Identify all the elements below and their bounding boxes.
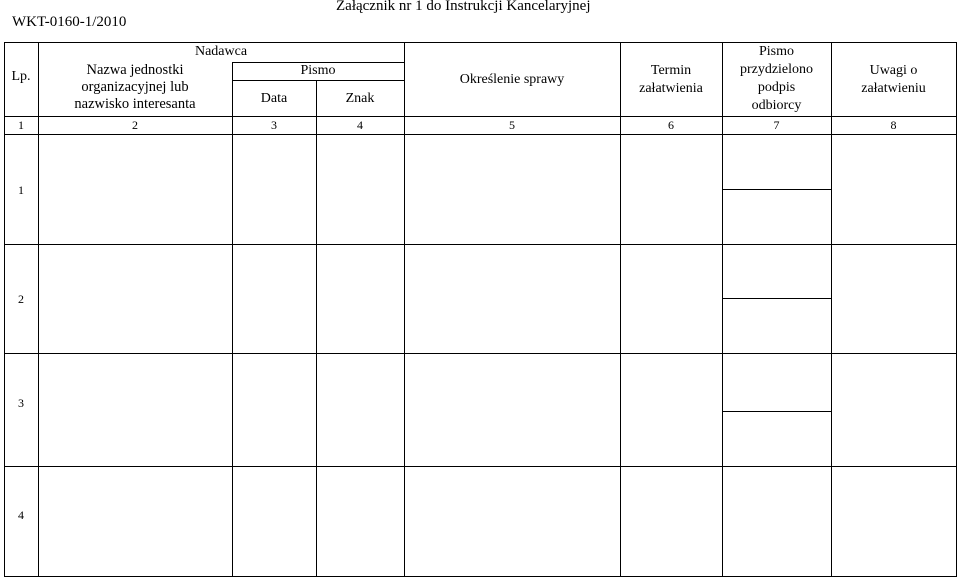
row-lp-1: 1 — [18, 183, 24, 197]
row-3-signature-split — [722, 411, 831, 412]
column-number-5: 5 — [509, 118, 515, 132]
row-lp-2: 2 — [18, 292, 24, 306]
header-bottom-line — [4, 116, 957, 117]
deadline-line-2: załatwienia — [639, 81, 703, 96]
assigned-line-3: podpis — [757, 80, 796, 95]
sender-name-line-3: nazwisko interesanta — [74, 96, 196, 112]
column-number-6: 6 — [668, 118, 674, 132]
column-number-3: 3 — [271, 118, 277, 132]
sender-name-line-1: Nazwa jednostki — [86, 62, 184, 78]
header-sender-name — [38, 62, 232, 113]
column-numbers-line — [4, 134, 957, 135]
header-deadline — [620, 62, 722, 98]
header-letter-group: Pismo — [300, 63, 336, 78]
assigned-line-4: odbiorcy — [751, 98, 802, 113]
table-right-border — [956, 42, 957, 577]
row-lp-3: 3 — [18, 396, 24, 410]
column-number-2: 2 — [132, 118, 138, 132]
remarks-line-1: Uwagi o — [869, 63, 918, 78]
header-letter-date: Data — [260, 91, 288, 106]
header-remarks — [831, 62, 956, 98]
letter-subheader-line — [232, 80, 404, 81]
document-code: WKT-0160-1/2010 — [12, 14, 127, 30]
annex-title: Załącznik nr 1 do Instrukcji Kancelaryjnej — [336, 0, 591, 14]
column-number-4: 4 — [357, 118, 363, 132]
assigned-line-2: przydzielono — [739, 62, 814, 77]
row-separator-2 — [4, 353, 957, 354]
column-number-1: 1 — [18, 118, 24, 132]
column-number-7: 7 — [773, 118, 780, 132]
header-sender-group: Nadawca — [194, 44, 248, 59]
deadline-line-1: Termin — [650, 63, 692, 78]
col-divider-3 — [316, 80, 317, 577]
col-divider-2 — [232, 62, 233, 577]
remarks-line-2: załatwieniu — [861, 81, 926, 96]
header-case-description: Określenie sprawy — [459, 72, 565, 87]
row-separator-3 — [4, 466, 957, 467]
header-assigned — [722, 43, 831, 115]
header-lp: Lp. — [11, 69, 31, 84]
row-1-signature-split — [722, 189, 831, 190]
column-number-8: 8 — [890, 118, 897, 132]
header-letter-sign: Znak — [345, 91, 375, 106]
row-lp-4: 4 — [18, 508, 24, 522]
row-separator-1 — [4, 244, 957, 245]
assigned-line-1: Pismo — [758, 44, 794, 59]
sender-name-line-2: organizacyjnej lub — [81, 79, 189, 95]
row-2-signature-split — [722, 298, 831, 299]
table-bottom-border — [4, 576, 957, 577]
